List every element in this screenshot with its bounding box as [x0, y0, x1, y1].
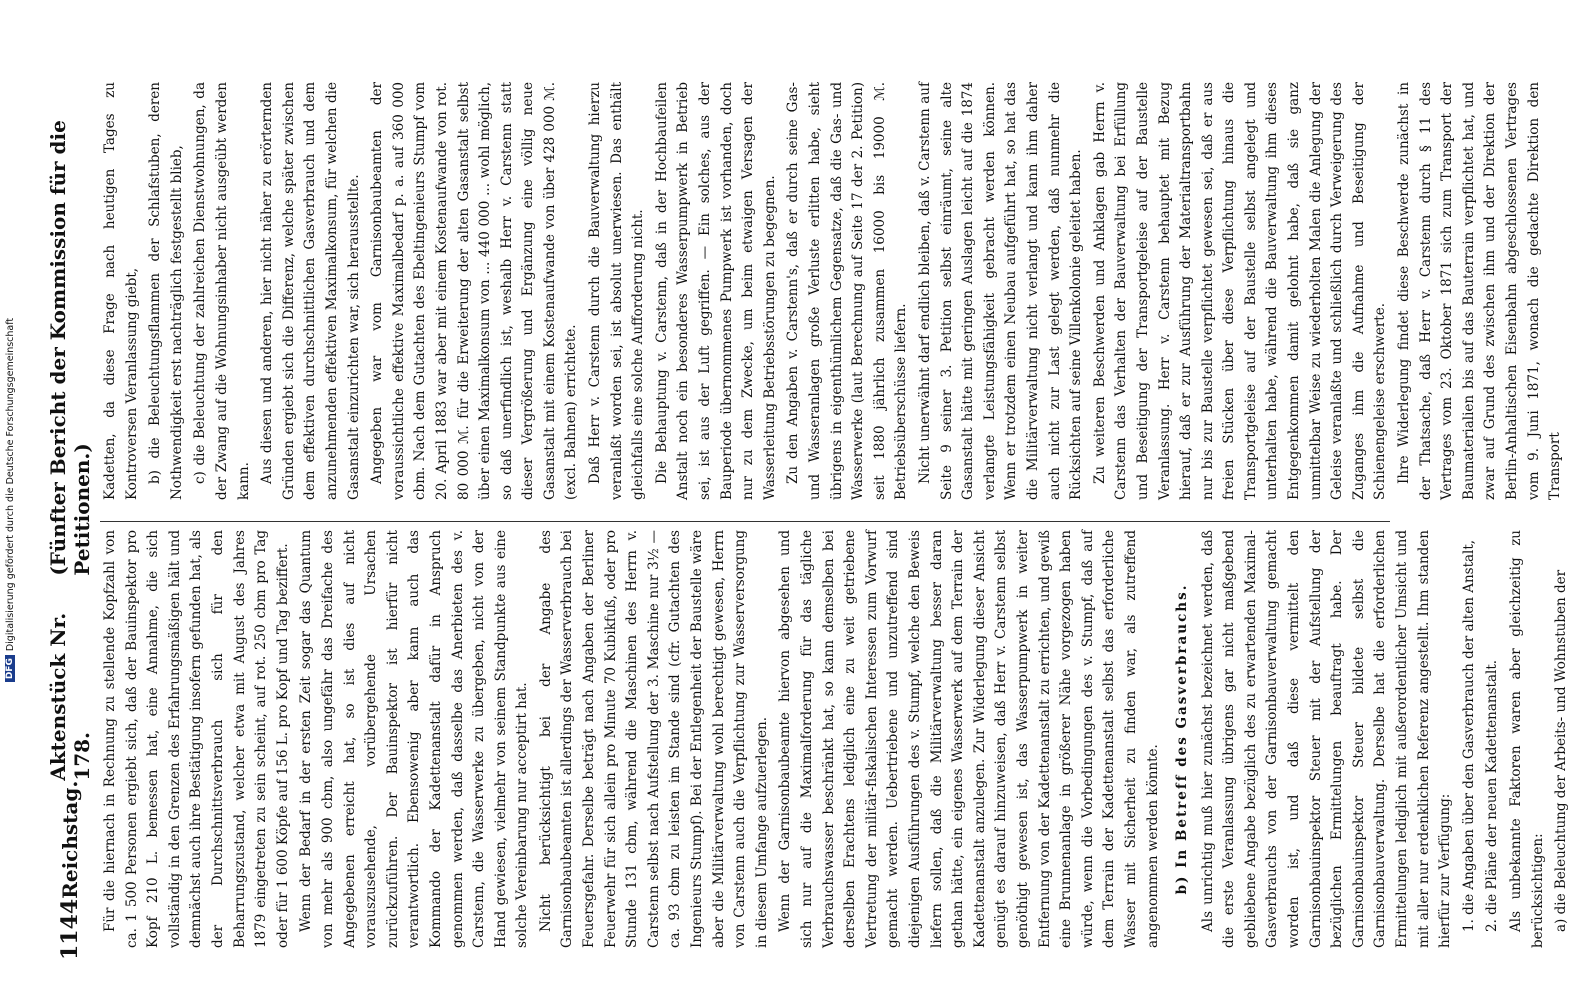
paragraph: Als unrichtig muß hier zunächst bezeichnet werden, daß die erste Veranlassung übrigens gar nicht maßgebend gebliebene Angabe bezüglich des zu erwartenden Maximal-Gasverbrauchs von der Garnisonbauverwaltung gemacht worden ist, und daß diese vermittelt den Garnisonbauinspektor Steuer mit der Aufstellung der bezüglichen Ermittelungen beauftragt habe. Der Garnisonbauinspektor Steuer bildete selbst die Garnisonbauverwaltung. Derselbe hat die erforderlichen Ermittelungen lediglich mit außerordentlicher Umsicht und mit aller nur erdenklichen Referenz angestellt. Ihm standen hierfür zur Verfügung:: [1199, 530, 1454, 948]
paragraph: Nicht berücksichtigt bei der Angabe des Garnisonbaubeamten ist allerdings der Wasserverbrauch bei Feuersgefahr. Derselbe beträgt nach Angaben der Berliner Feuerwehr für sich allein pro Minute 70 Kubikfuß, oder pro Stunde 131 cbm, während die Maschinen des Herrn v. Carstenn selbst nach Aufstellung der 3. Maschine nur 3½ — ca. 93 cbm zu leisten im Stande sind (cfr. Gutachten des Ingenieurs Stumpf). Bei der Entlegenheit der Baustelle wäre aber die Militärverwaltung wohl berechtigt gewesen, Herrn von Carstenn auch die Verpflichtung zur Wasserversorgung in diesem Umfange aufzuerlegen.: [537, 530, 770, 948]
left-column: [100, 521, 1570, 948]
dfg-logo: DFG: [5, 655, 15, 682]
page-number: 1144: [57, 898, 83, 960]
paragraph: Nicht unerwähnt darf endlich bleiben, daß v. Carstenn auf Seite 9 seiner 3. Petition selbst einräumt, seine alte Gasanstalt hätte mit geringen Auslagen leicht auf die 1874 verlangte Leistungsfähigkeit gebracht werden können. Wenn er trotzdem einen Neubau aufgeführt hat, so hat das die Militärverwaltung nicht verlangt und kann ihm daher auch nicht zur Last gelegt werden, daß nunmehr die Rücksichten auf seine Villenkolonie geleitet haben.: [916, 82, 1085, 500]
list-item: c) die Beleuchtung der zahlreichen Dienstwohnungen, da der Zwang auf die Wohnungsinhaber nicht ausgeübt werden kann.: [192, 82, 252, 500]
paragraph: Zu den Angaben v. Carstenn's, daß er durch seine Gas- und Wasseranlagen große Verluste erlitten habe, sieht übrigens in eigenthümlichem Gegensatze, daß die Gas- und Wasserwerke (laut Berechnung auf Seite 17 der 2. Petition) seit 1880 jährlich zusammen 16000 bis 19000 ℳ. Betriebsüberschüsse liefern.: [785, 82, 910, 500]
list-item: a) die Beleuchtung der Arbeits- und Wohnstuben der: [1553, 569, 1570, 932]
paragraph: Die Behauptung v. Carstenn, daß in der Hochbaufeilen Anstalt noch ein besonderes Wasserpumpwerk in Betrieb sei, ist aus der Luft gegriffen. — Ein solches, aus der Bauperiode übernommenes Pumpwerk ist vorhanden, doch nur zu dem Zwecke, um beim etwaigen Versagen der Wasserleitung Betriebsstörungen zu begegnen.: [653, 82, 778, 500]
page-header: [46, 30, 94, 960]
paragraph: Daß Herr v. Carstenn durch die Bauverwaltung hierzu veranlaßt worden sei, ist absolut unerwiesen. Das enthält gleichfalls eine solche Aufforderung nicht.: [587, 82, 647, 500]
list-item: Als unbekannte Faktoren waren aber gleichzeitig zu berücksichtigen:: [1508, 530, 1546, 948]
header-center-title: Aktenstück Nr. 178.: [46, 612, 94, 781]
paragraph: Angegeben war vom Garnisonbaubeamten der voraussichtliche effektive Maximalbedarf p. a. auf 360 000 cbm. Nach dem Gutachten des Ebeltingenieurs Stumpf vom 20. April 1883 war aber mit einem Kostenaufwande von rot. 80 000 ℳ. für die Erweiterung der alten Gasanstalt selbst über einen Maximalkonsum von ... 440 000 ... wohl möglich, so daß unerfindlich ist, weshalb Herr v. Carstenn statt dieser Vergrößerung und Ergänzung eine völlig neue Gasanstalt mit einem Kostenaufwande von über 428 000 ℳ. (excl. Bahnen) errichtete.: [369, 82, 580, 500]
paragraph: Kadetten, da diese Frage nach heutigen Tages zu Kontroversen Veranlassung giebt,: [102, 82, 140, 500]
paragraph: Wenn der Bedarf in der ersten Zeit sogar das Quantum von mehr als 900 cbm, also ungefähr das Dreifache des Angegebenen erreicht hat, so ist dies auf nicht vorauszusehende, vorübergehende Ursachen zurückzuführen. Der Bauinspektor ist hierfür nicht verantwortlich. Ebensowenig aber kann auch das Kommando der Kadettenanstalt dafür in Anspruch genommen werden, daß dasselbe das Anerbieten des v. Carstenn, die Wasserwerke zu übergeben, nicht von der Hand gewiesen, vielmehr von seinem Standpunkte aus eine solche Vereinbarung nur acceptirt hat.: [298, 530, 531, 948]
list-item: 1. die Angaben über den Gasverbrauch der alten Anstalt,: [1460, 539, 1477, 932]
header-left-title: Reichstag.: [58, 780, 82, 899]
paragraph: Ihre Widerlegung findet diese Beschwerde zunächst in der Thatsache, daß Herr v. Carstenn durch § 11 des Vertrages vom 23. Oktober 1871 sich zum Transport der Baumaterialien bis auf das Bauterrain verpflichtet hat, und zwar auf Grund des zwischen ihm und der Direktion der Berlin-Anhaltischen Eisenbahn abgeschlossenen Vertrages vom 9. Juni 1871, wonach die gedachte Direktion den Transport: [1396, 82, 1564, 500]
paragraph: Aus diesen und anderen, hier nicht näher zu erörternden Gründen ergiebt sich die Differenz, welche später zwischen dem effektiven durchschnittlichen Gasverbrauch und dem anzunehmenden effektiven Maximalkonsum, für welchen die Gasanstalt einzurichten war, sich herausstellte.: [259, 82, 362, 500]
right-column: [100, 82, 1564, 500]
paragraph: Für die hiernach in Rechnung zu stellende Kopfzahl von ca. 1 500 Personen ergiebt sich, daß der Bauinspektor pro Kopf 210 L. bemessen hat, eine Annahme, die sich vollständig in den Grenzen des Erfahrungsmäßigen hält und demnächst auch ihre Bestätigung insofern gefunden hat, als der Durchschnittsverbrauch sich für den Beharrungszustand, welcher etwa mit August des Jahres 1879 eingetreten zu sein scheint, auf rot. 250 cbm pro Tag oder für 1 600 Köpfe auf 156 L. pro Kopf und Tag beziffert.: [102, 530, 291, 948]
paragraph: Zu weiteren Beschwerden und Anklagen gab Herrn v. Carstenn das Verhalten der Bauverwaltung bei Erfüllung und Beseitigung der Transportgeleise auf der Baustelle Veranlassung. Herr v. Carstenn behauptet mit Bezug hierauf, daß er zur Ausführung der Materialtransportbahn nur bis zur Baustelle verpflichtet gewesen sei, daß er aus freien Stücken über diese Verpflichtung hinaus die Transportgeleise auf der Baustelle selbst angelegt und unterhalten habe, während die Bauverwaltung ihm dieses Entgegenkommen damit gelohnt habe, daß sie ganz unmittelbar Weise zu wiederholten Malen die Anlegung der Geleise veranlaßte und schließlich durch Verweigerung des Zuganges ihm die Aufnahme und Beseitigung der Schienengeleise erschwerte.: [1091, 82, 1389, 500]
list-item: 2. die Pläne der neuen Kadettenanstalt.: [1484, 659, 1501, 932]
digitization-credit-text: Digitalisierung gefördert durch die Deutsche Forschungsgemeinschaft: [4, 317, 16, 652]
header-right-title: (Fünfter Bericht der Kommission für die Petitionen.): [46, 120, 94, 576]
list-item: b) die Beleuchtungsflammen der Schlafstuben, deren Nothwendigkeit erst nachträglich festgestellt blieb,: [147, 82, 185, 500]
paragraph: Wenn der Garnisonbaubeamte hiervon abgesehen und sich nur auf die Maximalforderung für das tägliche Verbrauchswasser beschränkt hat, so kann demselben bei derselben Erachtens lediglich eine zu weit getriebene Vertretung der militär-fiskalischen Interessen zum Vorwurf gemacht werden. Uebertriebene und unzutreffend sind diejenigen Ausführungen des v. Stumpf, welche den Beweis liefern sollen, daß die Militärverwaltung besser daran gethan hätte, ein eigenes Wasserwerk auf dem Terrain der Kadettenanstalt anzulegen. Zur Widerlegung dieser Ansicht genügt es darauf hinzuweisen, daß Herr v. Carstenn selbst genöthigt gewesen ist, das Wasserpumpwerk in weiter Entfernung von der Kadettenanstalt zu errichten, und gewiß eine Brunnenanlage in größerer Nähe vorgezogen haben würde, wenn die Vorbedingungen des v. Stumpf, daß auf dem Terrain der Kadettenanstalt selbst das erforderliche Wasser mit Sicherheit zu finden war, als zutreffend angenommen werden könnte.: [777, 530, 1161, 948]
section-title: b) In Betreff des Gasverbrauchs.: [1174, 583, 1191, 895]
digitization-credit: [0, 0, 20, 1000]
